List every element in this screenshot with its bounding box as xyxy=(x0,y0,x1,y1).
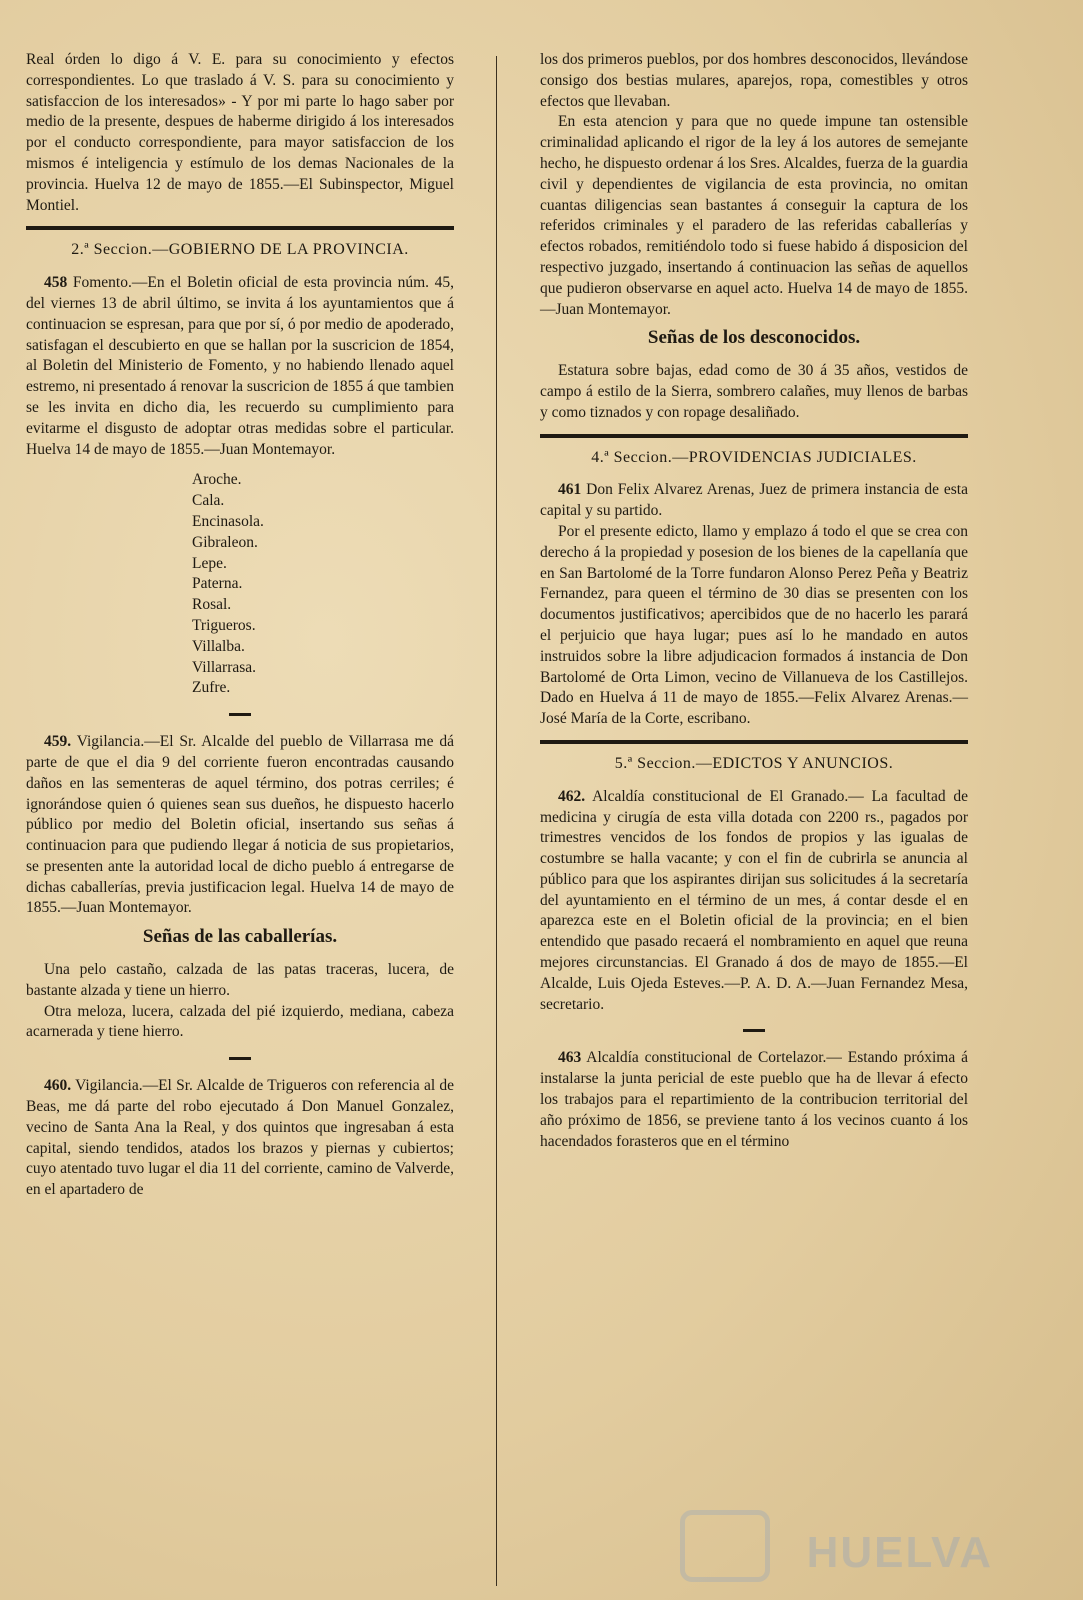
separator-dash xyxy=(229,1057,251,1060)
section-rule xyxy=(540,434,968,438)
left-column xyxy=(26,50,454,1201)
senas-caballerias-heading: Señas de las caballerías. xyxy=(142,926,338,948)
senas-desconocidos-heading: Señas de los desconocidos. xyxy=(647,327,861,349)
notice-text: Don Felix Alvarez Arenas, Juez de primera instancia de esta capital y su partido. xyxy=(540,481,968,520)
desconocidos-description: Estatura sobre bajas, edad como de 30 á 35 años, vestidos de campo á estilo de la Sierra, sombrero calañes, muy llenos de barbas y como tiznados y con ropage desaliñado. xyxy=(540,362,968,421)
notice-number: 462. xyxy=(558,787,586,805)
town-item: Encinasola. xyxy=(192,512,264,530)
notice-text: Alcaldía constitucional de El Granado.— La facultad de medicina y cirugía de esta villa dotada con 2200 rs., pagados por trimestres vencidos de los fondos de propios y las igualas de costumbre se halla vacante; y con el fin de cubrirla se anuncia al público para que los aspirantes dirijan sus solicitudes á la secretaría del ayuntamiento en el término de un mes, á contar desde el en aparezca este en el Boletin oficial de la provincia; en el bien entendido que pasado recaerá el nombramiento en aquel que reuna mejores circunstancias. El Granado á dos de mayo de 1855.—El Alcalde, Luis Ojeda Esteves.—P. A. D. A.—Juan Fernandez Mesa, secretario. xyxy=(540,787,968,1013)
town-item: Aroche. xyxy=(192,471,242,489)
section-4-heading: 4.ª Seccion.—PROVIDENCIAS JUDICIALES. xyxy=(591,448,917,466)
town-item: Rosal. xyxy=(192,596,232,614)
notice-461 xyxy=(540,480,968,522)
town-item: Villarrasa. xyxy=(192,658,257,676)
intro-paragraph: Real órden lo digo á V. E. para su conocimiento y efectos correspondientes. Lo que traslado á V. S. para su conocimiento y satisfaccion de los interesados» - Y por mi parte lo hago saber por medio de la presente, despues de haberme dirigido á los interesados por el conducto correspondiente, para mayor satisfaccion de los mismos é inteligencia y estímulo de los demas Nacionales de la provincia. Huelva 12 de mayo de 1855.—El Subinspector, Miguel Montiel. xyxy=(26,51,454,214)
notice-460 xyxy=(26,1076,454,1201)
notice-number: 461 xyxy=(558,481,582,499)
notice-text: Alcaldía constitucional de Cortelazor.— Estando próxima á instalarse la junta pericial de este pueblo que ha de llevar á efecto los trabajos para el repartimiento de la contribucion territorial del año próximo de 1856, se previene tanto á los vecinos cuanto á los hacendados forasteros que en el término xyxy=(540,1049,968,1150)
section-rule xyxy=(26,226,454,230)
notice-459 xyxy=(26,732,454,919)
notice-463 xyxy=(540,1048,968,1152)
notice-number: 463 xyxy=(558,1049,582,1067)
town-list xyxy=(192,470,454,699)
town-item: Villalba. xyxy=(192,637,245,655)
notice-460-continued: los dos primeros pueblos, por dos hombres desconocidos, llevándose consigo dos bestias mulares, aparejos, ropa, comestibles y otros efectos que llevaban. xyxy=(540,51,968,110)
caballeria-1: Una pelo castaño, calzada de las patas traceras, lucera, de bastante alzada y tiene un hierro. xyxy=(26,961,454,999)
notice-number: 460. xyxy=(44,1077,72,1095)
notice-text: Fomento.—En el Boletin oficial de esta provincia núm. 45, del viernes 13 de abril último, se invita á los ayuntamientos que á continuacion se espresan, para que por sí, ó por medio de apoderado, satisfagan el descubierto en que se hallan por la suscricion de 1854, al Boletin del Ministerio de Fomento, y no habiendo llenado aquel estremo, ni presentado á renovar la suscricion de 1855 á que tambien se les invita en dicho dia, les recuerdo su cumplimiento para evitarme el disgusto de adoptar otras medidas sobre el particular. Huelva 14 de mayo de 1855.—Juan Montemayor. xyxy=(26,274,455,458)
column-divider xyxy=(496,56,497,1586)
town-item: Lepe. xyxy=(192,554,227,572)
separator-dash xyxy=(743,1029,765,1032)
section-2-heading: 2.ª Seccion.—GOBIERNO DE LA PROVINCIA. xyxy=(71,241,409,259)
notice-461-body: Por el presente edicto, llamo y emplazo á todo el que se crea con derecho á la propiedad y posesion de los bienes de la capellanía que en San Bartolomé de la Torre fundaron Alonso Perez Peña y Beatriz Fernandez, para queen el término de 30 dias se presenten con los documentos justificativos; apercibidos que de no hacerlo les parará el perjuicio que haya lugar; pues así lo he mandado en autos instruidos sobre la libre adjudicacion formados á instancia de Don Bartolomé de Orta Limon, vecino de Villanueva de los Castillejos. Dado en Huelva á 11 de mayo de 1855.—Felix Alvarez Arenas.—José María de la Corte, escribano. xyxy=(540,522,968,728)
section-rule xyxy=(540,740,968,744)
section-5-heading: 5.ª Seccion.—EDICTOS Y ANUNCIOS. xyxy=(614,754,894,772)
notice-number: 458 xyxy=(44,274,68,292)
town-item: Zufre. xyxy=(192,679,231,697)
notice-number: 459. xyxy=(44,733,72,751)
notice-text: Vigilancia.—El Sr. Alcalde del pueblo de Villarrasa me dá parte de que el dia 9 del corriente fueron encontradas causando daños en las sementeras de aquel término, dos potras cerriles; é ignorándose quien ó quienes sean sus dueños, he dispuesto hacerlo público por medio del Boletin oficial, insertando sus señas á continuacion para que pudiendo llegar á noticia de sus propietarios, se presenten ante la autoridad local de dicho pueblo á entregarse de dichas caballerías, previa justificacion legal. Huelva 14 de mayo de 1855.—Juan Montemayor. xyxy=(26,733,454,917)
town-item: Paterna. xyxy=(192,575,243,593)
separator-dash xyxy=(229,713,251,716)
caballeria-2: Otra meloza, lucera, calzada del pié izquierdo, mediana, cabeza acarnerada y tiene hierro. xyxy=(26,1002,454,1041)
archive-logo-icon xyxy=(680,1510,770,1582)
notice-460-continued-2: En esta atencion y para que no quede impune tan ostensible criminalidad aplicando el rigor de la ley á los autores de semejante hecho, he dispuesto ordenar á los Sres. Alcaldes, fuerza de la guardia civil y dependientes de vigilancia de esta provincia, no omitan cuantas diligencias sean bastantes á conseguir la captura de los referidos criminales y el paradero de las referidas caballerías y efectos robados, remitiéndolo todo si fuese habido á disposicion del respectivo juzgado, insertando á continuacion las señas de aquellos que pudieron observarse en aquel acto. Huelva 14 de mayo de 1855.—Juan Montemayor. xyxy=(540,113,968,318)
notice-462 xyxy=(540,787,968,1016)
right-column xyxy=(540,50,968,1152)
notice-text: Vigilancia.—El Sr. Alcalde de Trigueros con referencia al de Beas, me dá parte del robo ejecutado á Don Manuel Gonzalez, vecino de Santa Ana la Real, y dos quintos que ingresaban á esta capital, siendo tendidos, atados los brazos y piernas y cubiertos; cuyo atentado tuvo lugar el dia 11 del corriente, camino de Valverde, en el apartadero de xyxy=(26,1077,454,1199)
town-item: Cala. xyxy=(192,492,225,510)
archive-watermark: HUELVA xyxy=(806,1528,993,1577)
town-item: Gibraleon. xyxy=(192,533,258,551)
town-item: Trigueros. xyxy=(192,616,256,634)
notice-458 xyxy=(26,273,454,460)
